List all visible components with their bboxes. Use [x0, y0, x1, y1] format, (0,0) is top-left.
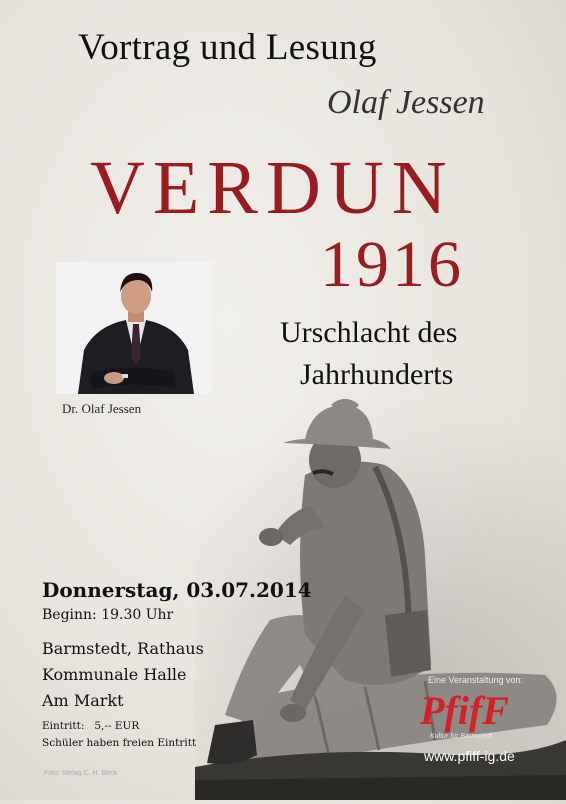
venue-line: Barmstedt, Rathaus [42, 639, 204, 658]
author-name: Olaf Jessen [327, 84, 485, 121]
poster-year: 1916 [320, 228, 464, 301]
website-link[interactable]: www.pfiff-ig.de [424, 748, 515, 764]
portrait-photo [56, 262, 212, 394]
venue-line: Am Markt [42, 691, 124, 710]
event-venue [42, 636, 204, 714]
photo-credit: Foto: Verlag C. H. Beck [44, 770, 118, 777]
organizer-label: Eine Veranstaltung von: [428, 675, 524, 685]
logo-icon [418, 686, 548, 742]
admission-fee: Eintritt: 5,-- EUR [42, 720, 140, 732]
poster-title: VERDUN [90, 146, 455, 230]
logo-text: PfifF [420, 688, 509, 733]
admission-info [42, 718, 196, 752]
portrait-caption: Dr. Olaf Jessen [62, 401, 142, 416]
logo-subtext: Kultur für Barmstedt [430, 733, 493, 740]
venue-line: Kommunale Halle [42, 665, 187, 684]
event-start-time: Beginn: 19.30 Uhr [42, 607, 174, 623]
subtitle-line-1: Urschlacht des [280, 316, 458, 349]
pfiff-logo [418, 686, 548, 742]
poster-subtitle [280, 312, 457, 396]
event-date: Donnerstag, 03.07.2014 [42, 578, 312, 602]
subtitle-line-2: Jahrhunderts [300, 358, 454, 391]
event-type-heading: Vortrag und Lesung [78, 27, 377, 68]
portrait-icon [56, 262, 212, 394]
student-admission: Schüler haben freien Eintritt [42, 737, 197, 749]
